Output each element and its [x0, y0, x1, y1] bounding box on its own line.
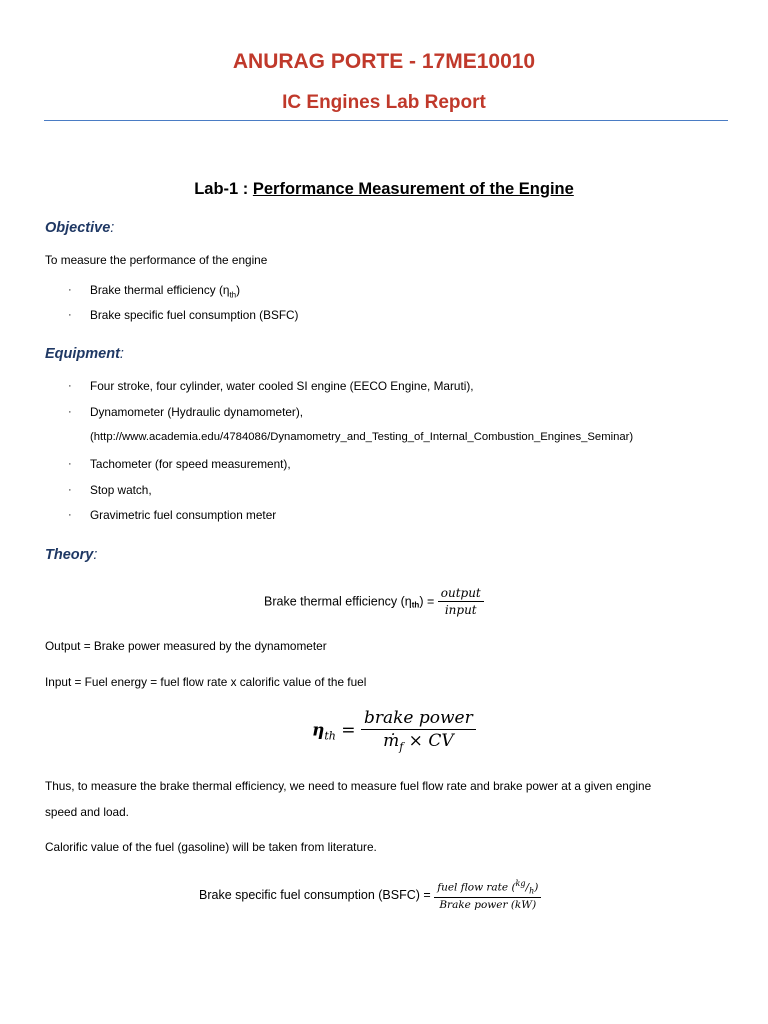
eq1-numerator: output	[438, 586, 484, 602]
equation-bsfc	[199, 879, 541, 911]
equipment-item: Stop watch,	[90, 483, 152, 497]
objective-item: Brake specific fuel consumption (BSFC)	[90, 308, 299, 322]
lab-title	[0, 180, 768, 199]
objective-item-sub: th	[229, 290, 237, 300]
eq3-denominator: Brake power (kW)	[439, 898, 537, 911]
eq2-denominator	[361, 730, 476, 753]
eq3-label: Brake specific fuel consumption (BSFC) =	[199, 887, 431, 902]
eq2-eta: η	[312, 720, 325, 741]
eq2-equals: =	[341, 720, 356, 741]
header-rule	[44, 120, 728, 121]
lab-name: Performance Measurement of the Engine	[252, 180, 574, 198]
objective-item-text: Brake thermal efficiency (η	[90, 283, 230, 297]
objective-colon: :	[110, 220, 115, 236]
eq3-num-close: )	[534, 881, 539, 894]
report-title: IC Engines Lab Report	[282, 92, 486, 113]
equipment-item: Dynamometer (Hydraulic dynamometer),	[90, 405, 304, 419]
eq3-num-text: fuel flow rate (	[437, 881, 516, 894]
objective-heading-text: Objective	[45, 220, 111, 236]
equipment-item: Tachometer (for speed measurement),	[90, 457, 291, 471]
equipment-url: (http://www.academia.edu/4784086/Dynamometry_and_Testing_of_Internal_Combustion_Engines_Seminar)	[90, 431, 634, 443]
bullet-icon: ·	[68, 484, 72, 496]
eq1-sub: th	[411, 600, 420, 610]
eq1-denominator: input	[444, 603, 477, 617]
equipment-item: Gravimetric fuel consumption meter	[90, 508, 277, 522]
lab-prefix: Lab-1 :	[194, 180, 253, 198]
objective-item	[90, 283, 240, 299]
eq3-num-slash: /	[525, 881, 530, 894]
equation-eta-th	[312, 708, 476, 753]
author-name: ANURAG PORTE -	[232, 50, 422, 73]
bullet-icon: ·	[68, 458, 72, 470]
bullet-icon: ·	[68, 380, 72, 392]
theory-heading	[45, 547, 97, 563]
bullet-icon: ·	[68, 406, 72, 418]
theory-para-line-1: Thus, to measure the brake thermal efficiency, we need to measure fuel flow rate and brake power at a given engine	[45, 779, 652, 793]
eq3-num-h: h	[529, 886, 535, 896]
equipment-colon: :	[119, 346, 124, 362]
eq3-numerator	[434, 879, 541, 898]
equipment-item: Four stroke, four cylinder, water cooled SI engine (EECO Engine, Maruti),	[90, 379, 474, 393]
objective-item-after: )	[236, 283, 241, 297]
eq3-fraction	[434, 879, 541, 911]
eq1-label: Brake thermal efficiency (η	[264, 594, 412, 609]
eq2-den-rest: × CV	[403, 731, 454, 751]
theory-colon: :	[93, 547, 98, 563]
eq1-fraction	[438, 586, 484, 617]
equipment-heading-text: Equipment	[45, 346, 120, 362]
bullet-icon: ·	[68, 509, 72, 521]
theory-para-line-2: speed and load.	[45, 805, 129, 819]
equipment-heading	[45, 346, 124, 362]
roll-number: 17ME10010	[421, 50, 536, 73]
author-title	[0, 50, 768, 74]
equation-thermal-efficiency	[264, 586, 484, 617]
calorific-note: Calorific value of the fuel (gasoline) will be taken from literature.	[45, 840, 377, 854]
eq2-numerator: brake power	[361, 708, 476, 730]
bullet-icon: ·	[68, 284, 72, 296]
output-definition: Output = Brake power measured by the dynamometer	[45, 639, 327, 653]
eq2-mdot: ṁ	[383, 731, 400, 751]
eq2-mdot-sub: f	[399, 740, 404, 754]
eq3-num-kg: kg	[515, 879, 526, 888]
eq1-equals: ) =	[419, 594, 435, 609]
objective-heading	[45, 220, 114, 236]
objective-intro: To measure the performance of the engine	[45, 253, 268, 267]
eq2-fraction	[361, 708, 476, 753]
eq2-eta-sub: th	[324, 728, 336, 742]
theory-heading-text: Theory	[45, 547, 94, 563]
input-definition: Input = Fuel energy = fuel flow rate x calorific value of the fuel	[45, 675, 367, 689]
bullet-icon: ·	[68, 309, 72, 321]
